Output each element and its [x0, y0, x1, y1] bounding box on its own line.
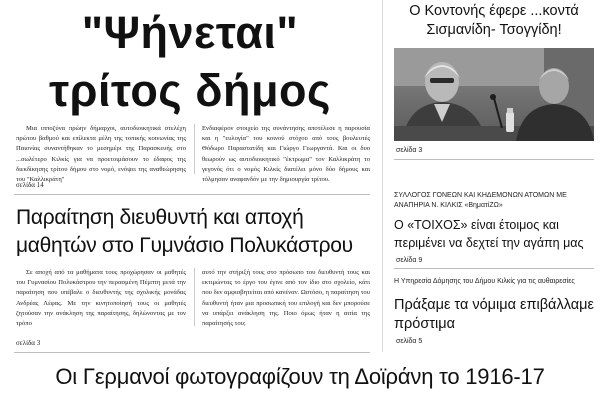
second-story-page-ref[interactable]: σελίδα 3 — [16, 339, 41, 347]
second-story-column-1: Σε αποχή από τα μαθήματα τους προχώρησαν οι μαθητές του Γυμνασίου Πολυκάστρου την περασμένη Πέμπτη μετά την παραίτηση που υπέβαλε ο διευθυντής της σχολικής μονάδας Ανδρέας Λέφας. Με την κινητοποίησή τους οι μαθητές ζητούσαν την ανάκληση της παραίτησης, δηλώνοντας με τον τρόπο — [16, 269, 186, 328]
right-story3-page-ref[interactable]: σελίδα 5 — [396, 338, 423, 345]
right-divider — [394, 268, 594, 269]
second-story-column-2: αυτό την στήριξή τους στο πρόσωπο του διευθυντή τους και εκτιμώντας το έργο του έγινε από τον ίδιο στο σχολείο, κάτι που δεν αμφισβητείται από κανέναν. Ωστόσο, η παραίτηση του διευθυντή ήταν μια προσωπική του επιλογή και δεν μπορούσε να υπάρξει ανάκληση της. Ποιο όμως ήταν η αιτία της παραίτησής του; — [202, 269, 370, 328]
main-headline-line1: "Ψήνεται" — [81, 7, 299, 58]
main-story-column-1: Μια ιπποζύνα πρώην δήμαρχοι, αυτοδιοικητικά στελέχη πρώτου βαθμού και επίλεκτα μέλη της τοπικής κοινωνίας της Παιονίας συναντήθηκαν το μεσημέρι της Παρασκευής στο ...σωλέτερο Κιλκίς για να προετοιμάσουν το έδαφος της διεκδίκησης τρίτου δήμου στο νομό, ενόψει της αναθεώρησης του "Καλλικράτη" — [16, 125, 186, 184]
right-divider — [394, 159, 594, 160]
right-story1-page-ref[interactable]: σελίδα 3 — [396, 147, 423, 154]
column-divider — [194, 268, 195, 326]
right-story2-headline[interactable]: Ο «ΤΟΙΧΟΣ» είναι έτοιμος και περιμένει να δεχτεί την αγάπη μας — [394, 218, 584, 250]
right-story2-kicker: ΣΥΛΛΟΓΟΣ ΓΟΝΕΩΝ ΚΑΙ ΚΗΔΕΜΟΝΩΝ ΑΤΟΜΩΝ ΜΕ ΑΝΑΠΗΡΙΑ Ν. ΚΙΛΚΙΣ «ΒηματίΖΩ» — [394, 192, 567, 209]
right-story3-headline[interactable]: Πράξαμε τα νόμιμα επιβάλλαμε πρόστιμα — [394, 297, 594, 332]
main-headline[interactable] — [14, 4, 366, 120]
meeting-photo[interactable] — [394, 48, 594, 141]
right-story3-kicker: Η Υπηρεσία Δόμησης του Δήμου Κιλκίς για τις αυθαιρεσίες — [394, 278, 575, 285]
section-divider — [14, 194, 370, 195]
meeting-photo-image — [394, 48, 594, 141]
column-divider — [194, 124, 195, 174]
right-story2-page-ref[interactable]: σελίδα 9 — [396, 257, 423, 264]
main-story-column-2: Ενδιαφέρον στοιχείο της συνάντησης αποτέλεσε η παρουσία και η "ευλογία" του κοινού στόχου από τους βουλευτές Θόδωρο Παραστατίδη και Γιώργο Γεωργαντά. Και οι δυο θεωρούν ως αυτοδιοικητικό "έκτρωμα" τον Καλλικράτη το γεγονός ότι ο νομός Κιλκίς διατέλει μόνο δύο δήμους και τόλμησαν αναφανδόν με την δημιουργία τρίτου. — [202, 125, 370, 184]
main-story-page-ref[interactable]: σελίδα 14 — [16, 181, 44, 189]
right-story1-headline[interactable]: Ο Κοντονής έφερε ...κοντά Σισμανίδη- Τσογγίδη! — [409, 3, 579, 38]
bottom-headline[interactable]: Οι Γερμανοί φωτογραφίζουν τη Δοϊράνη το 1916-17 — [55, 364, 545, 389]
main-headline-line2: τρίτος δήμος — [49, 65, 331, 116]
section-divider — [14, 352, 370, 353]
second-story-headline[interactable]: Παραίτηση διευθυντή και αποχή μαθητών στο Γυμνάσιο Πολυκάστρου — [16, 206, 353, 257]
page-column-divider — [382, 0, 383, 352]
